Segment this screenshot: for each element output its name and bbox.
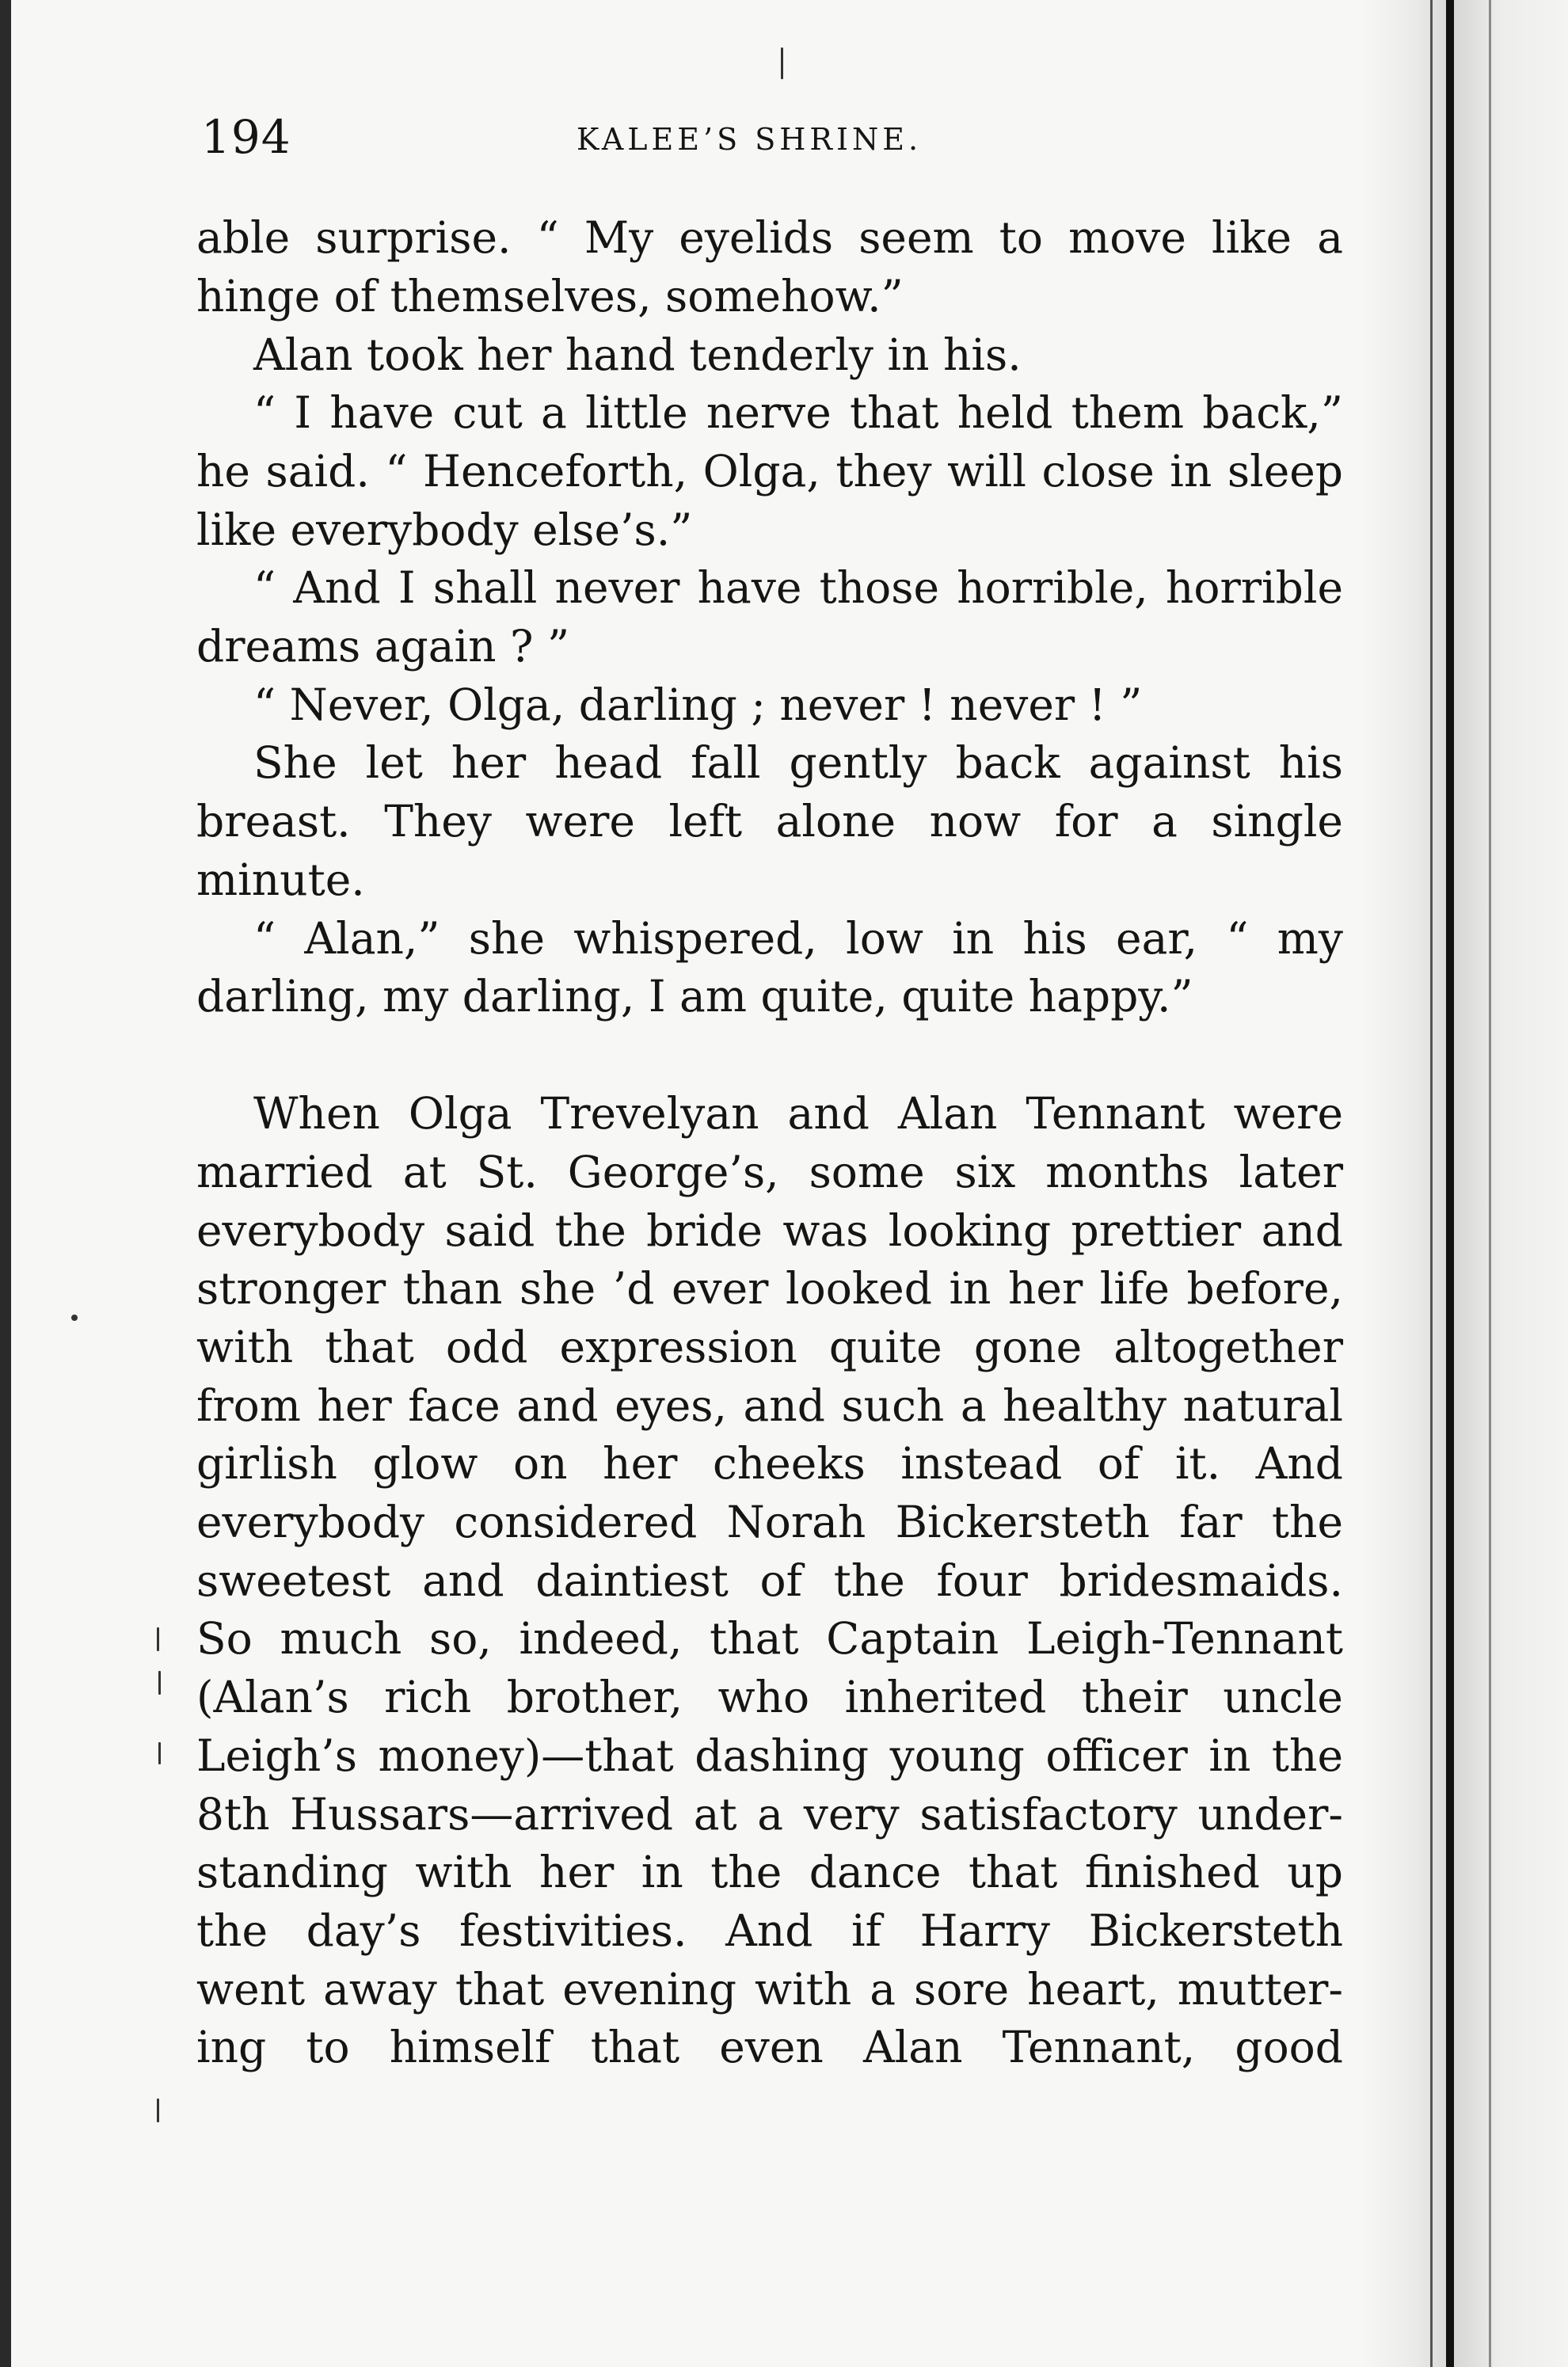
text-line: So much so, indeed, that Captain Leigh-Tennant [196, 1613, 1343, 1664]
page-number: 194 [201, 110, 291, 164]
scan-edge-left [0, 0, 11, 2367]
running-head-title: KALEE’S SHRINE. [577, 122, 923, 157]
scan-speck [158, 1742, 161, 1764]
text-line: stronger than she ’d ever looked in her life before, [196, 1263, 1343, 1314]
scan-speck [157, 1627, 159, 1651]
scan-speck [158, 1671, 161, 1695]
text-line: the day’s festivities. And if Harry Bickersteth [196, 1905, 1343, 1956]
text-line: went away that evening with a sore heart, mutter- [196, 1964, 1343, 2015]
text-line: like everybody else’s.” [196, 504, 693, 555]
text-line: standing with her in the dance that finished up [196, 1847, 1343, 1897]
text-line: “ I have cut a little nerve that held them back,” [253, 387, 1343, 438]
text-line: “ Never, Olga, darling ; never ! never ! ” [253, 679, 1143, 730]
text-line: girlish glow on her cheeks instead of it. And [196, 1438, 1343, 1489]
facing-page-edge [1454, 0, 1568, 2367]
page-gutter-shadow [1362, 0, 1449, 2367]
text-line: hinge of themselves, somehow.” [196, 271, 904, 322]
text-line: everybody said the bride was looking prettier and [196, 1205, 1343, 1256]
facing-page-rule [1489, 0, 1491, 2367]
text-line: everybody considered Norah Bickersteth far the [196, 1497, 1343, 1547]
running-head [196, 109, 1343, 165]
text-line: breast. They were left alone now for a single [196, 796, 1343, 847]
text-line: “ And I shall never have those horrible, horrible [253, 562, 1343, 613]
text-line: When Olga Trevelyan and Alan Tennant were [253, 1088, 1343, 1139]
text-line: married at St. George’s, some six months later [196, 1147, 1343, 1197]
text-line: minute. [196, 854, 365, 905]
scan-speck [71, 1315, 78, 1321]
text-line: “ Alan,” she whispered, low in his ear, “ my [253, 913, 1343, 964]
text-line: Alan took her hand tenderly in his. [253, 329, 1022, 380]
text-line: able surprise. “ My eyelids seem to move like a [196, 212, 1343, 263]
text-line: with that odd expression quite gone altogether [196, 1322, 1343, 1372]
text-line: ing to himself that even Alan Tennant, good [196, 2022, 1343, 2072]
text-line: 8th Hussars—arrived at a very satisfactory under- [196, 1789, 1343, 1840]
binding-shadow-line [1430, 0, 1433, 2367]
text-line: She let her head fall gently back against his [253, 737, 1343, 788]
scan-speck [157, 2099, 159, 2122]
text-line: he said. “ Henceforth, Olga, they will close in sleep [196, 446, 1343, 497]
text-line: darling, my darling, I am quite, quite happy.” [196, 971, 1193, 1022]
text-line: sweetest and daintiest of the four bridesmaids. [196, 1555, 1343, 1606]
text-line: dreams again ? ” [196, 621, 570, 672]
scan-speck [781, 48, 783, 79]
book-binding [1446, 0, 1454, 2367]
text-line: (Alan’s rich brother, who inherited their uncle [196, 1672, 1343, 1722]
text-line: Leigh’s money)—that dashing young officer in the [196, 1730, 1343, 1781]
text-line: from her face and eyes, and such a healthy natural [196, 1380, 1343, 1431]
